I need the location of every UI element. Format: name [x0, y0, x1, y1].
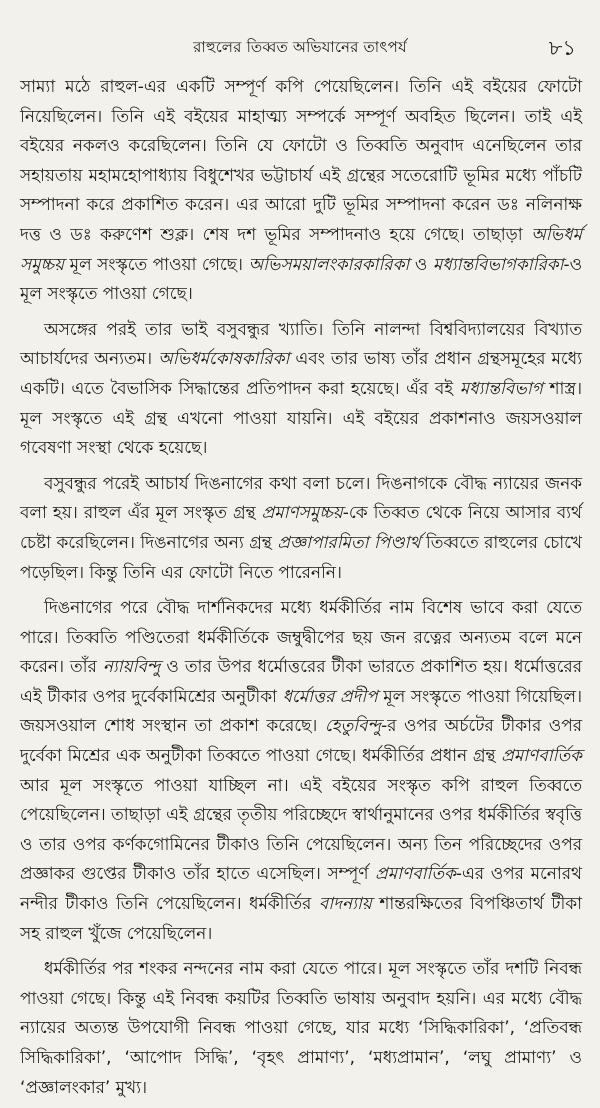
text-run: -কে তিব্বত থেকে নিয়ে আসার ব্যর্থ চেষ্টা করেছিলেন। দিঙনাগের অন্য গ্রন্থ — [20, 502, 582, 552]
body-text — [20, 72, 582, 1108]
italic-title: প্রমাণবার্তিক — [375, 863, 456, 884]
italic-title: হেতুবিন্দু — [324, 715, 382, 736]
paragraph — [20, 593, 582, 948]
text-run: এবং তার ভাষ্য তাঁর প্রধান গ্রন্থসমূহের মধ্যে একটি। এতে বৈভাসিক সিদ্ধান্তের প্রতিপাদন করা হয়েছে। এঁর বই — [20, 348, 583, 398]
italic-title: বাদন্যায় — [318, 893, 372, 914]
italic-title: মধ্যান্তবিভাগকারিকা — [432, 253, 564, 274]
italic-title: অভিধর্ম সমুচ্চয় — [20, 223, 582, 274]
paragraph — [20, 954, 582, 1102]
italic-title: ধর্মোত্তর প্রদীপ — [282, 685, 378, 706]
text-run: -র ওপর অর্চটের টীকার ওপর দুর্বেকা মিশ্রের এক অনুটীকা তিব্বতে পাওয়া গেছে। ধর্মকীর্তির প্রধান গ্রন্থ — [20, 715, 582, 766]
italic-title: মধ্যান্তবিভাগ — [459, 377, 543, 398]
italic-title: প্রমাণবার্তিক — [501, 745, 582, 766]
italic-title: অভিসময়ালংকারকারিকা — [248, 253, 410, 274]
text-run: তিব্বতে রাহুলের চোখে পড়েছিল। কিন্তু তিনি এর ফোটো নিতে পারেননি। — [20, 531, 582, 582]
text-run: বসুবন্ধুর পরেই আচার্য দিঙনাগের কথা বলা চলে। দিঙনাগকে বৌদ্ধ ন্যায়ের জনক বলা হয়। রাহুল এঁর মূল সংস্কৃত গ্রন্থ — [20, 472, 582, 523]
text-run: -ও মূল সংস্কৃতে পাওয়া গেছে। — [20, 253, 583, 304]
text-run: অসঙ্গের পরই তার ভাই বসুবন্ধুর খ্যাতি। তিনি নালন্দা বিশ্ববিদ্যালয়ের বিখ্যাত আচার্যদের অন্যতম। — [20, 318, 582, 369]
italic-title: প্রজ্ঞাপারমিতা পিণ্ডার্থ — [277, 531, 421, 552]
text-run: মূল সংস্কৃতে পাওয়া গিয়েছিল। জয়সওয়াল শোধ সংস্থান তা প্রকাশ করেছে। — [20, 685, 582, 736]
text-run: ধর্মকীর্তির পর শংকর নন্দনের নাম করা যেতে পারে। মূল সংস্কৃতে তাঁর দশটি নিবন্ধ পাওয়া গেছে। কিন্তু এই নিবন্ধ কয়টির তিব্বতি ভাষায় অনুবাদ হয়নি। এর মধ্যে বৌদ্ধ ন্যায়ের অত্যন্ত উপযোগী নিবন্ধ পাওয়া গেছে, যার মধ্যে ‘সিদ্ধিকারিকা’, ‘প্রতিবন্ধ সিদ্ধিকারিকা’, ‘আপোদ সিদ্ধি’, ‘বৃহৎ প্রামাণ্য’, ‘মধ্যপ্রামান’, ‘লঘু প্রামাণ্য’ ও ‘প্রজ্ঞালংকার’ মুখ্য। — [20, 958, 582, 1097]
italic-title: অভিধর্মকোষকারিকা — [158, 348, 290, 369]
page-number: ৮১ — [548, 36, 576, 60]
text-run: শাস্ত্র। মূল সংস্কৃতে এই গ্রন্থ এখনো পাওয়া যায়নি। এই বইয়ের প্রকাশনাও জয়সওয়াল গবেষণা সংস্থা থেকে হয়েছে। — [20, 377, 582, 458]
text-run: ও তার উপর ধর্মোত্তরের টীকা ভারতে প্রকাশিত হয়। ধর্মোত্তরের এই টীকার ওপর দুর্বেকামিশ্রের অনুটীকা — [20, 656, 582, 706]
italic-title: ন্যায়বিন্দু — [102, 656, 161, 677]
text-run: -এর ওপর মনোরথ নন্দীর টীকাও তিনি পেয়েছিলেন। ধর্মকীর্তির — [20, 863, 582, 914]
text-run: সাম্যা মঠে রাহুল-এর একটি সম্পূর্ণ কপি পেয়েছিলেন। তিনি এই বইয়ের ফোটো নিয়েছিলেন। তিনি এই বইয়ের মাহাত্ম্য সম্পর্কে সম্পূর্ণ অবহিত ছিলেন। তাই এই বইয়ের নকলও করেছিলেন। তিনি যে ফোটো ও তিব্বতি অনুবাদ এনেছিলেন তার সহায়তায় মহামহোপাধ্যায় বিধুশেখর ভট্টাচার্য এই গ্রন্থের সতেরোটি ভূমির মধ্যে পাঁচটি সম্পাদনা করে প্রকাশিত করেন। এর আরো দুটি ভূমির সম্পাদনা করেন ডঃ নলিনাক্ষ দত্ত ও ডঃ করুণেশ শুক্ল। শেষ দশ ভূমির সম্পাদনাও হয়ে গেছে। তাছাড়া — [20, 76, 582, 244]
text-run: মূল সংস্কৃতে পাওয়া গেছে। — [64, 253, 249, 274]
running-header — [0, 30, 600, 64]
text-run: শান্তরক্ষিতের বিপঞ্চিতার্থ টীকা সহ রাহুল খুঁজে পেয়েছিলেন। — [20, 893, 582, 943]
text-run: ও — [409, 253, 433, 274]
text-run: আর মূল সংস্কৃতে পাওয়া যাচ্ছিল না। এই বইয়ের সংস্কৃত কপি রাহুল তিব্বতে পেয়েছিলেন। তাছাড়া এই গ্রন্থের তৃতীয় পরিচ্ছেদে স্বার্থানুমানের ওপর ধর্মকীর্তির স্ববৃত্তি ও তার ওপর কর্ণকগোমিনের টীকাও তিনি পেয়েছিলেন। অন্য তিন পরিচ্ছেদের ওপর প্রজ্ঞাকর গুপ্তের টীকাও তাঁর হাতে এসেছিল। সম্পূর্ণ — [20, 774, 582, 884]
italic-title: প্রমাণসমুচ্চয় — [261, 502, 343, 523]
paragraph — [20, 72, 582, 309]
paragraph — [20, 315, 582, 463]
paragraph — [20, 469, 582, 587]
text-run: দিঙনাগের পরে বৌদ্ধ দার্শনিকদের মধ্যে ধর্মকীর্তির নাম বিশেষ ভাবে করা যেতে পারে। তিব্বতি পণ্ডিতেরা ধর্মকীর্তিকে জম্বুদ্বীপের ছয় জন রত্নের অন্যতম বলে মনে করেন। তাঁর — [20, 597, 582, 677]
running-title: রাহুলের তিব্বত অভিযানের তাৎপর্য — [193, 38, 407, 56]
